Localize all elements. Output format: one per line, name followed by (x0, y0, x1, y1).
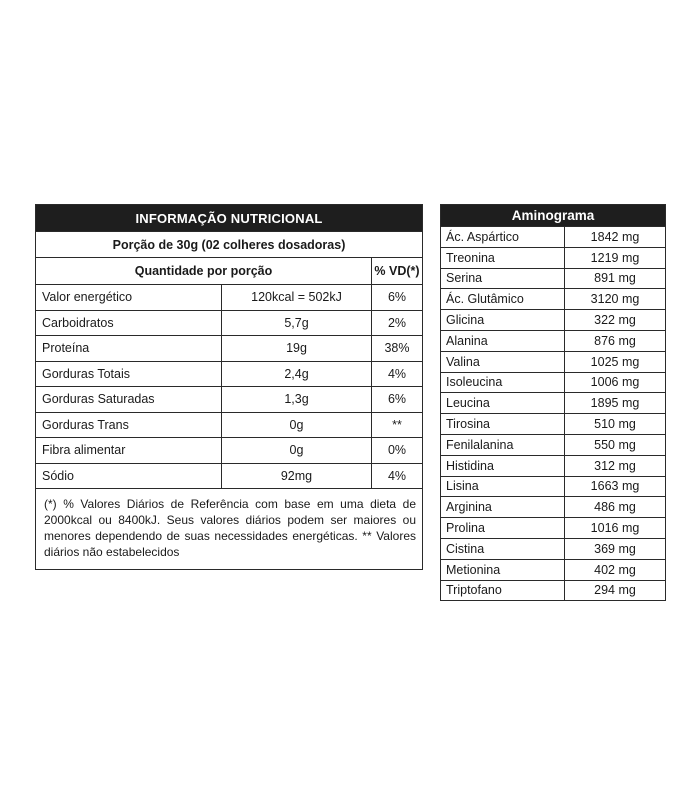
amino-row (441, 414, 665, 435)
portion-size: Porção de 30g (02 colheres dosadoras) (36, 231, 422, 257)
amino-acid-value: 1895 mg (565, 393, 666, 414)
amino-acid-name: Leucina (441, 393, 565, 414)
amino-acid-value: 1016 mg (565, 518, 666, 539)
nutrient-name: Gorduras Trans (36, 412, 222, 438)
amino-row (441, 538, 665, 559)
nutrient-amount: 5,7g (222, 310, 372, 336)
amino-acid-name: Serina (441, 268, 565, 289)
nutrition-row (36, 387, 422, 413)
nutrient-amount: 19g (222, 336, 372, 362)
nutrient-amount: 1,3g (222, 387, 372, 413)
nutrient-vd: 0% (372, 438, 423, 464)
nutrient-amount: 2,4g (222, 361, 372, 387)
nutrition-row (36, 310, 422, 336)
nutrition-facts-table (35, 204, 423, 570)
amino-row (441, 455, 665, 476)
nutrition-row (36, 285, 422, 311)
nutrition-row (36, 438, 422, 464)
amino-acid-name: Ác. Aspártico (441, 227, 565, 248)
nutrient-name: Proteína (36, 336, 222, 362)
amino-row (441, 351, 665, 372)
amino-acid-name: Histidina (441, 455, 565, 476)
amino-acid-value: 891 mg (565, 268, 666, 289)
amino-row (441, 497, 665, 518)
amino-row (441, 268, 665, 289)
amino-acid-name: Prolina (441, 518, 565, 539)
nutrient-amount: 0g (222, 438, 372, 464)
amino-acid-value: 1842 mg (565, 227, 666, 248)
nutrient-name: Fibra alimentar (36, 438, 222, 464)
amino-acid-value: 486 mg (565, 497, 666, 518)
nutrition-row (36, 412, 422, 438)
amino-row (441, 476, 665, 497)
aminogram-grid (441, 226, 665, 600)
amino-row (441, 289, 665, 310)
nutrition-header-row (36, 258, 422, 285)
amino-acid-name: Arginina (441, 497, 565, 518)
nutrient-amount: 92mg (222, 463, 372, 488)
nutrient-vd: 4% (372, 463, 423, 488)
nutrient-vd: 6% (372, 285, 423, 311)
amino-acid-name: Ác. Glutâmico (441, 289, 565, 310)
amino-row (441, 434, 665, 455)
amino-acid-value: 322 mg (565, 310, 666, 331)
amino-row (441, 393, 665, 414)
nutrient-vd: 2% (372, 310, 423, 336)
amino-acid-value: 550 mg (565, 434, 666, 455)
nutrient-name: Valor energético (36, 285, 222, 311)
vd-header: % VD(*) (372, 258, 423, 285)
nutrient-name: Gorduras Saturadas (36, 387, 222, 413)
amino-acid-value: 1006 mg (565, 372, 666, 393)
amino-acid-value: 3120 mg (565, 289, 666, 310)
amino-row (441, 580, 665, 600)
nutrient-vd: 6% (372, 387, 423, 413)
nutrient-vd: ** (372, 412, 423, 438)
amino-acid-name: Fenilalanina (441, 434, 565, 455)
amino-acid-name: Tirosina (441, 414, 565, 435)
aminogram-table (440, 204, 666, 601)
nutrition-row (36, 361, 422, 387)
nutrient-vd: 38% (372, 336, 423, 362)
nutrient-name: Carboidratos (36, 310, 222, 336)
nutrient-vd: 4% (372, 361, 423, 387)
nutrition-grid (36, 257, 422, 488)
amino-acid-value: 876 mg (565, 330, 666, 351)
amino-acid-value: 312 mg (565, 455, 666, 476)
amino-acid-value: 1219 mg (565, 247, 666, 268)
amino-row (441, 372, 665, 393)
nutrition-row (36, 336, 422, 362)
amino-acid-name: Triptofano (441, 580, 565, 600)
amino-acid-value: 294 mg (565, 580, 666, 600)
amino-row (441, 247, 665, 268)
amino-acid-value: 1663 mg (565, 476, 666, 497)
amino-acid-value: 1025 mg (565, 351, 666, 372)
amino-row (441, 227, 665, 248)
amino-row (441, 559, 665, 580)
amino-acid-value: 369 mg (565, 538, 666, 559)
nutrient-name: Gorduras Totais (36, 361, 222, 387)
amino-row (441, 518, 665, 539)
nutrient-amount: 0g (222, 412, 372, 438)
amino-row (441, 330, 665, 351)
amino-acid-name: Treonina (441, 247, 565, 268)
nutrition-title: INFORMAÇÃO NUTRICIONAL (36, 205, 422, 231)
amino-acid-name: Cistina (441, 538, 565, 559)
nutrient-amount: 120kcal = 502kJ (222, 285, 372, 311)
amino-acid-name: Isoleucina (441, 372, 565, 393)
nutrition-row (36, 463, 422, 488)
amino-acid-name: Metionina (441, 559, 565, 580)
quantity-header: Quantidade por porção (36, 258, 372, 285)
aminogram-title: Aminograma (441, 205, 665, 226)
amino-acid-value: 402 mg (565, 559, 666, 580)
amino-row (441, 310, 665, 331)
nutrition-footnote: (*) % Valores Diários de Referência com base em uma dieta de 2000kcal ou 8400kJ. Seus valores diários podem ser maiores ou menores dependendo de suas necessidades energéticas. ** Valores diários não estabelecidos (36, 488, 422, 569)
amino-acid-name: Alanina (441, 330, 565, 351)
amino-acid-value: 510 mg (565, 414, 666, 435)
amino-acid-name: Lisina (441, 476, 565, 497)
nutrient-name: Sódio (36, 463, 222, 488)
amino-acid-name: Valina (441, 351, 565, 372)
amino-acid-name: Glicina (441, 310, 565, 331)
